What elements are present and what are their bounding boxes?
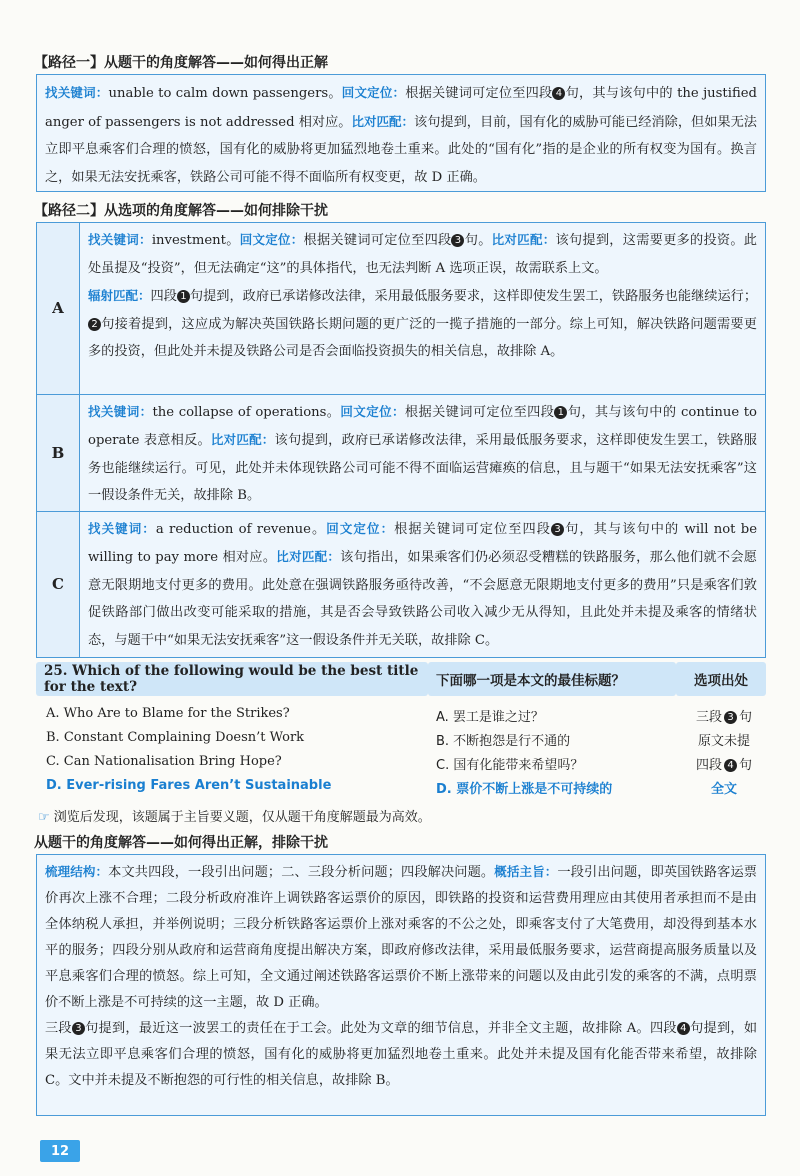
route2-title: 【路径二】从选项的角度解答——如何排除干扰 [34, 203, 328, 219]
answer-option-row [36, 751, 766, 775]
label-tag: 回文定位： [340, 403, 405, 419]
route1-box [36, 74, 766, 192]
source-text: 句 [739, 758, 753, 773]
sentence-number-badge: 3 [451, 234, 464, 247]
route1-title: 【路径一】从题干的角度解答——如何得出正解 [34, 55, 328, 71]
answer-option-row [36, 775, 766, 799]
question-english: 25. Which of the following would be the best title for the text? [36, 662, 428, 696]
route2-options-table [36, 222, 766, 658]
label-tag: 回文定位： [239, 232, 304, 247]
sentence-number-badge: 2 [88, 318, 101, 331]
option-row-a [37, 223, 765, 394]
text-segment: 句。 [464, 233, 492, 248]
option-chinese: B. 不断抱怨是行不通的 [436, 734, 571, 749]
text-segment: 四段 [150, 289, 177, 304]
label-tag: 比对匹配： [210, 432, 275, 447]
text-segment: a reduction of revenue。 [155, 521, 327, 537]
label-tag: 概括主旨： [494, 864, 558, 879]
tip-text: 浏览后发现，该题属于主旨要义题，仅从题干角度解题最为高效。 [53, 810, 431, 825]
option-source [684, 754, 764, 773]
sentence-number-badge: 3 [551, 523, 564, 536]
pointing-hand-icon: ☞ [38, 810, 50, 825]
source-text: 全文 [710, 782, 737, 797]
sentence-number-badge: 4 [677, 1022, 690, 1035]
label-tag: 比对匹配： [276, 549, 341, 564]
label-tag: 辐射匹配： [88, 288, 151, 303]
text-segment: 该句提到，目前，国有化的威胁可能已经消除，但如果无法立即平息乘客们合理的愤怒，国有化的威胁将更加猛烈地卷土重来。此处的“国有化”指的是企业的所有权变为国有。换言之，如果无法安抚乘客，铁路公司可能不得不面临所有权变更，故 D 正确。 [45, 114, 757, 185]
label-tag: 回文定位： [341, 85, 406, 100]
option-source [684, 706, 764, 725]
text-segment: 该句指出，如果乘客们仍必须忍受糟糕的铁路服务，那么他们就不会愿意无限期地支付更多的费用。此处意在强调铁路服务亟待改善，“不会愿意无限期地支付更多的费用”只是乘客们敦促铁路部门做出改变可能采取的措施，其是否会导致铁路公司收入减少无从得知，且此处并未提及乘客的情绪状态，与题干中“如果无法安抚乘客”这一假设条件并无关联，故排除 C。 [88, 550, 757, 648]
source-text: 四段 [695, 758, 722, 773]
option-analysis [80, 395, 765, 511]
sentence-number-badge: 1 [554, 406, 567, 419]
option-analysis [80, 223, 765, 394]
label-tag: 比对匹配： [491, 232, 556, 247]
label-tag: 找关键词： [45, 85, 109, 100]
tip-note [38, 806, 431, 825]
text-segment: 根据关键词可定位至四段 [404, 404, 555, 420]
text-segment: 句，其与该句中的 continue to operate 表意相反。 [88, 404, 757, 448]
option-chinese: C. 国有化能带来希望吗？ [436, 758, 584, 773]
text-segment: 根据关键词可定位至四段 [405, 86, 553, 101]
sentence-number-badge: 4 [724, 759, 737, 772]
answer-option-row [36, 727, 766, 751]
option-row-c [37, 511, 765, 658]
option-letter: B [37, 395, 80, 511]
sentence-number-badge: 3 [724, 711, 737, 724]
option-letter: C [37, 512, 80, 658]
option-letter: A [37, 223, 80, 394]
text-segment: 句提到，如果无法立即平息乘客们合理的愤怒，国有化的威胁将更加猛烈地卷土重来。此处并未提及国有化能否带来希望，故排除 C。文中并未提及不断抱怨的可行性的相关信息，故排除 B。 [45, 1021, 758, 1088]
page-number: 12 [40, 1140, 80, 1162]
source-text: 原文未提 [697, 734, 750, 749]
text-segment: 句，其与该句中的 the justified anger of passengers is not addressed 相对应。 [45, 86, 757, 130]
label-tag: 回文定位： [326, 520, 395, 536]
source-text: 句 [739, 710, 753, 725]
text-segment: 根据关键词可定位至四段 [394, 521, 552, 537]
text-segment: investment。 [151, 233, 240, 248]
source-text: 三段 [695, 710, 722, 725]
option-source [684, 730, 764, 749]
option-chinese: A. 罢工是谁之过？ [436, 710, 544, 725]
text-segment: 一段引出问题，即英国铁路客运票价再次上涨不合理；二段分析政府准许上调铁路客运票价的原因，即铁路的投资和运营费用理应由其使用者承担而不是由全体纳税人承担，并举例说明；三段分析铁路客运票价上涨对乘客的不公之处，即乘客支付了大笔费用，却没得到基本水平的服务；四段分别从政府和运营商角度提出解决方案，即政府修改法律，采用最低服务要求，运营商提高服务质量以及平息乘客们合理的愤怒。综上可知，全文通过阐述铁路客运票价不断上涨带来的问题以及由此引发的乘客的不满，点明票价不断上涨是不可持续的这一主题，故 D 正确。 [45, 865, 757, 1010]
text-segment: 根据关键词可定位至四段 [303, 233, 452, 248]
option-english: B. Constant Complaining Doesn’t Work [46, 730, 305, 745]
sentence-number-badge: 4 [552, 87, 565, 100]
answer-option-row [36, 703, 766, 727]
option-analysis [80, 512, 765, 658]
question-chinese: 下面哪一项是本文的最佳标题？ [428, 662, 676, 696]
question-header [36, 662, 766, 696]
option-source [684, 778, 764, 797]
sentence-number-badge: 3 [72, 1022, 85, 1035]
route3-paragraph [37, 855, 765, 1098]
text-segment: 该句提到，政府已承诺修改法律，采用最低服务要求，这样即使发生罢工，铁路服务也能继续运行。可见，此处并未体现铁路公司可能不得不面临运营瘫痪的信息，且与题干“如果无法安抚乘客”这一假设条件无关，故排除 B。 [88, 433, 757, 503]
option-row-b [37, 394, 765, 511]
label-tag: 梳理结构： [45, 864, 109, 879]
option-english: C. Can Nationalisation Bring Hope? [46, 754, 282, 769]
label-tag: 找关键词： [88, 232, 152, 247]
text-segment: 该句提到，这需要更多的投资。此处虽提及“投资”，但无法确定“这”的具体指代，也无法判断 A 选项正误，故需联系上文。 [88, 233, 757, 276]
label-tag: 找关键词： [88, 520, 156, 536]
route3-box [36, 854, 766, 1116]
option-english: D. Ever-rising Fares Aren’t Sustainable [46, 778, 332, 793]
label-tag: 比对匹配： [351, 113, 415, 129]
route1-paragraph [37, 75, 765, 195]
text-segment: 句接着提到，这应成为解决英国铁路长期问题的更广泛的一揽子措施的一部分。综上可知，解决铁路问题需要更多的投资，但此处并未提及铁路公司是否会面临投资损失的相关信息，故排除 A。 [88, 316, 757, 359]
text-segment: 句提到，最近这一波罢工的责任在于工会。此处为文章的细节信息，并非全文主题，故排除 A。四段 [84, 1021, 677, 1036]
text-segment: 句提到，政府已承诺修改法律，采用最低服务要求，这样即使发生罢工，铁路服务也能继续运行； [189, 289, 758, 304]
text-segment: 三段 [45, 1021, 72, 1036]
text-segment: unable to calm down passengers。 [108, 86, 342, 101]
sentence-number-badge: 1 [177, 290, 190, 303]
option-english: A. Who Are to Blame for the Strikes? [46, 706, 290, 721]
option-chinese: D. 票价不断上涨是不可持续的 [436, 782, 613, 797]
route3-title: 从题干的角度解答——如何得出正解，排除干扰 [34, 835, 328, 851]
source-header: 选项出处 [676, 662, 766, 696]
text-segment: the collapse of operations。 [152, 404, 341, 420]
label-tag: 找关键词： [88, 403, 153, 419]
text-segment: 句，其与该句中的 will not be willing to pay more 相对应。 [88, 521, 757, 565]
text-segment: 本文共四段，一段引出问题；二、三段分析问题；四段解决问题。 [108, 865, 495, 880]
